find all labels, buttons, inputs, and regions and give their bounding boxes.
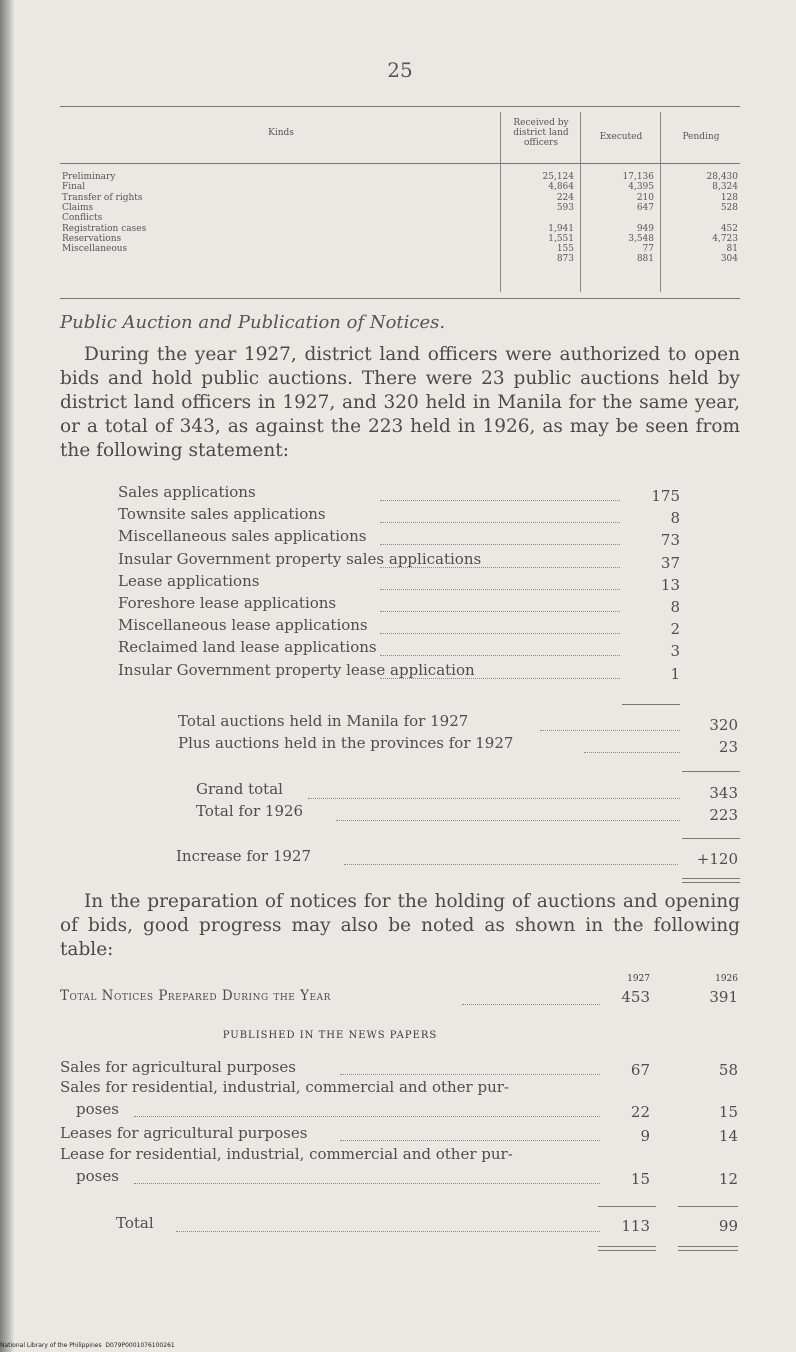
notices-row-continuation: poses [76, 1167, 119, 1185]
leader-dots [380, 500, 620, 501]
notices-row-1926: 14 [718, 1127, 738, 1145]
row-executed: 210 [636, 192, 654, 203]
total-1926-label: Total for 1926 [196, 802, 304, 820]
sum-rule [682, 771, 740, 772]
notices-row-1927: 15 [630, 1170, 650, 1188]
list-item-label: Miscellaneous sales applications [118, 527, 367, 546]
row-kind: Miscellaneous [62, 244, 128, 255]
notices-row-label: Leases for agricultural purposes [60, 1124, 308, 1142]
double-rule [678, 1246, 738, 1247]
row-kind: Preliminary [62, 172, 116, 182]
leader-dots [308, 798, 680, 799]
leader-dots [134, 1116, 600, 1117]
row-kind: Conflicts [62, 213, 103, 224]
published-subheading: PUBLISHED IN THE NEWS PAPERS [222, 1030, 438, 1041]
sum-rule [682, 838, 740, 839]
table-top-rule [60, 106, 740, 107]
list-item-label: Insular Government property lease application [118, 660, 475, 679]
increase-label: Increase for 1927 [176, 847, 312, 865]
row-pending: 28,430 [706, 172, 738, 182]
row-executed: 4,395 [628, 182, 654, 193]
row-pending: 81 [726, 244, 738, 255]
list-item-value: 1 [670, 664, 680, 683]
row-received: 1,941 [548, 223, 574, 234]
list-item-label: Miscellaneous lease applications [118, 616, 368, 635]
notices-row-continuation: poses [76, 1100, 119, 1118]
leader-dots [584, 752, 680, 753]
auction-paragraph: During the year 1927, district land officers were authorized to open bids and hold public auctions. There were 23 public auctions held by district land officers in 1927, and 320 held in Manila for the same year, or a total of 343, as against the 223 held in 1926, as may be seen from the following statement: [60, 344, 740, 461]
section-heading: Public Auction and Publication of Notices. [60, 312, 446, 333]
table-column-divider [580, 112, 581, 292]
row-received: 1,551 [548, 233, 574, 244]
row-kind: Transfer of rights [62, 192, 143, 203]
row-received: 873 [556, 254, 574, 265]
year-1927-header: 1927 [627, 974, 650, 984]
row-kind: Reservations [62, 233, 122, 244]
double-rule [598, 1246, 656, 1247]
page-number: 25 [387, 58, 413, 82]
leader-dots [380, 633, 620, 634]
row-pending: 528 [720, 202, 738, 213]
table-column-divider [500, 112, 501, 292]
list-item-label: Insular Government property sales applications [118, 549, 482, 568]
total-notices-label: Total Notices Prepared During the Year [60, 988, 331, 1004]
row-received: 224 [556, 192, 574, 203]
leader-dots [380, 567, 620, 568]
leader-dots [462, 1004, 600, 1005]
notices-row-1927: 22 [630, 1103, 650, 1121]
row-pending: 4,723 [712, 233, 738, 244]
row-received: 593 [556, 202, 574, 213]
total-1926-value: 223 [709, 806, 738, 824]
notices-total-label: Total [116, 1214, 154, 1232]
notices-row-label: Lease for residential, industrial, commercial and other pur- [60, 1145, 513, 1163]
notices-row-1926: 12 [718, 1170, 738, 1188]
table-column-divider [660, 112, 661, 292]
header-received: Received by district land officers [513, 118, 569, 148]
leader-dots [340, 1140, 600, 1141]
double-rule [682, 878, 740, 879]
list-item-label: Sales applications [118, 483, 256, 501]
table-header-rule [60, 163, 740, 164]
list-item-value: 73 [660, 531, 680, 550]
notices-row-label: Sales for agricultural purposes [60, 1058, 296, 1076]
leader-dots [380, 544, 620, 545]
sum-rule [622, 704, 680, 705]
list-item-value: 37 [660, 553, 680, 572]
list-item-value: 175 [651, 487, 680, 505]
notices-row-1926: 58 [718, 1061, 738, 1079]
sum-rule [598, 1206, 656, 1207]
leader-dots [340, 1074, 600, 1075]
row-executed: 881 [636, 254, 654, 265]
double-rule [598, 1250, 656, 1251]
list-item-value: 8 [670, 509, 680, 528]
row-received: 155 [556, 244, 574, 255]
increase-value: +120 [696, 850, 738, 868]
grand-total-label: Grand total [196, 780, 283, 798]
leader-dots [380, 522, 620, 523]
list-item-label: Reclaimed land lease applications [118, 638, 377, 657]
double-rule [678, 1250, 738, 1251]
row-kind: Final [62, 182, 86, 193]
row-received: 25,124 [542, 172, 574, 182]
row-executed: 17,136 [622, 172, 654, 182]
list-item-label: Lease applications [118, 571, 260, 590]
leader-dots [380, 655, 620, 656]
notices-row-1927: 9 [640, 1127, 650, 1145]
header-executed: Executed [599, 132, 643, 142]
row-pending: 8,324 [712, 182, 738, 193]
leader-dots [380, 611, 620, 612]
notices-row-1926: 15 [718, 1103, 738, 1121]
row-pending: 452 [720, 223, 738, 234]
row-executed: 647 [636, 202, 654, 213]
list-item-label: Foreshore lease applications [118, 594, 337, 612]
row-executed: 77 [642, 244, 654, 255]
leader-dots [380, 678, 620, 679]
total-manila-label: Total auctions held in Manila for 1927 [178, 712, 469, 730]
row-kind: Registration cases [62, 223, 147, 234]
total-notices-1927: 453 [621, 988, 650, 1006]
list-item-value: 2 [670, 620, 680, 639]
notices-paragraph: In the preparation of notices for the holding of auctions and opening of bids, good progress may also be noted as shown in the following table: [60, 891, 740, 960]
notices-total-1927: 113 [621, 1217, 650, 1235]
header-pending: Pending [682, 132, 720, 142]
table-bottom-rule [60, 298, 740, 299]
row-pending: 304 [720, 254, 738, 265]
leader-dots [336, 820, 680, 821]
leader-dots [380, 589, 620, 590]
total-notices-1926: 391 [709, 988, 738, 1006]
footer-credit: National Library of the Philippines D079P0001076100261 [0, 1342, 175, 1349]
total-manila-value: 320 [709, 716, 738, 734]
sum-rule [678, 1206, 738, 1207]
notices-total-1926: 99 [718, 1217, 738, 1235]
leader-dots [134, 1183, 600, 1184]
leader-dots [540, 730, 680, 731]
double-rule [682, 882, 740, 883]
notices-row-label: Sales for residential, industrial, commercial and other pur- [60, 1078, 509, 1096]
row-kind: Claims [62, 202, 94, 213]
header-kinds: Kinds [268, 128, 294, 138]
row-received: 4,864 [548, 182, 574, 193]
total-provinces-value: 23 [718, 738, 738, 756]
list-item-value: 3 [670, 642, 680, 661]
leader-dots [344, 864, 678, 865]
list-item-value: 8 [670, 598, 680, 616]
leader-dots [176, 1231, 600, 1232]
list-item-value: 13 [660, 575, 680, 594]
row-executed: 3,548 [628, 233, 654, 244]
row-pending: 128 [720, 192, 738, 203]
grand-total-value: 343 [709, 784, 738, 802]
row-executed: 949 [636, 223, 654, 234]
total-provinces-label: Plus auctions held in the provinces for 1927 [178, 734, 514, 752]
year-1926-header: 1926 [715, 974, 738, 984]
notices-row-1927: 67 [630, 1061, 650, 1079]
list-item-label: Townsite sales applications [118, 505, 326, 524]
